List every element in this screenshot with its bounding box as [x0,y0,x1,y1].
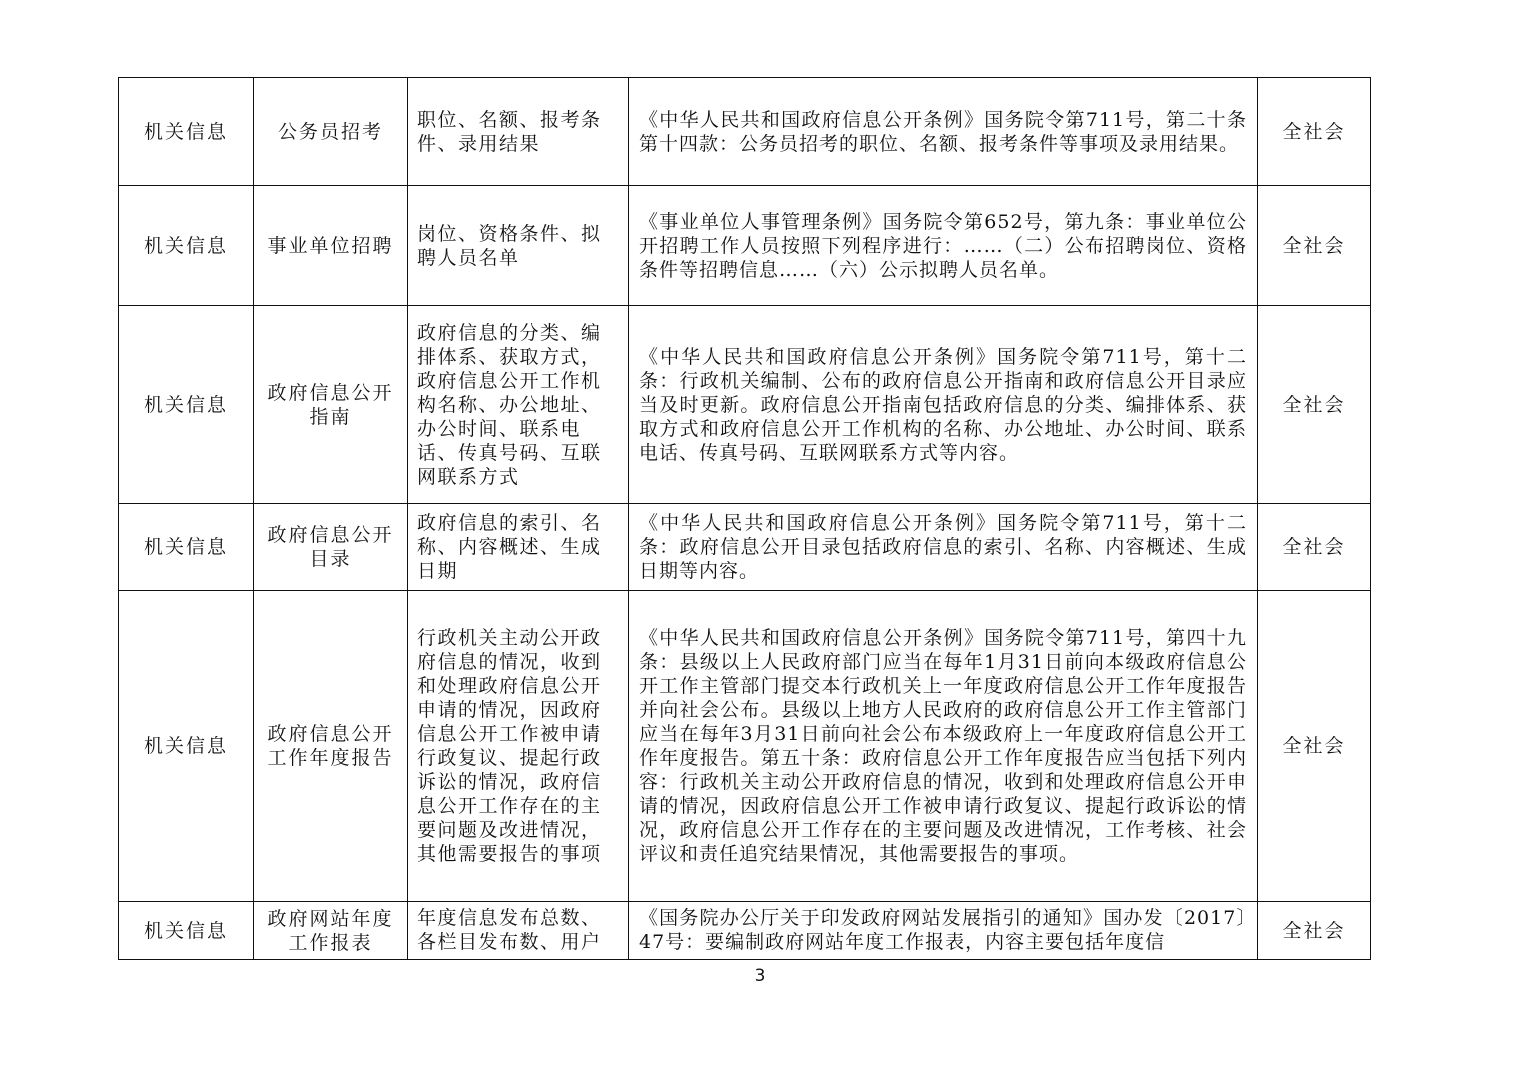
content-cell: 政府信息的索引、名称、内容概述、生成日期 [408,504,629,591]
basis-cell: 《事业单位人事管理条例》国务院令第652号，第九条：事业单位公开招聘工作人员按照下列程序进行：……（二）公布招聘岗位、资格条件等招聘信息……（六）公示拟聘人员名单。 [629,186,1258,306]
content-cell: 行政机关主动公开政府信息的情况，收到和处理政府信息公开申请的情况，因政府信息公开工作被申请行政复议、提起行政诉讼的情况，政府信息公开工作存在的主要问题及改进情况，其他需要报告的事项 [408,591,629,902]
content-cell: 岗位、资格条件、拟聘人员名单 [408,186,629,306]
item-cell: 事业单位招聘 [254,186,408,306]
item-cell: 政府网站年度工作报表 [254,902,408,960]
scope-cell: 全社会 [1258,902,1371,960]
basis-cell: 《中华人民共和国政府信息公开条例》国务院令第711号，第四十九条：县级以上人民政府部门应当在每年1月31日前向本级政府信息公开工作主管部门提交本行政机关上一年度政府信息公开工作年度报告并向社会公布。县级以上地方人民政府的政府信息公开工作主管部门应当在每年3月31日前向社会公布本级政府上一年度政府信息公开工作年度报告。第五十条：政府信息公开工作年度报告应当包括下列内容：行政机关主动公开政府信息的情况，收到和处理政府信息公开申请的情况，因政府信息公开工作被申请行政复议、提起行政诉讼的情况，政府信息公开工作存在的主要问题及改进情况，工作考核、社会评议和责任追究结果情况，其他需要报告的事项。 [629,591,1258,902]
table-row [119,78,1371,186]
basis-cell: 《中华人民共和国政府信息公开条例》国务院令第711号，第十二条：政府信息公开目录包括政府信息的索引、名称、内容概述、生成日期等内容。 [629,504,1258,591]
scope-cell: 全社会 [1258,186,1371,306]
item-cell: 政府信息公开目录 [254,504,408,591]
table-row [119,902,1371,960]
item-cell: 公务员招考 [254,78,408,186]
scope-cell: 全社会 [1258,504,1371,591]
category-cell: 机关信息 [119,186,254,306]
category-cell: 机关信息 [119,504,254,591]
category-cell: 机关信息 [119,902,254,960]
table-row [119,186,1371,306]
item-cell: 政府信息公开指南 [254,306,408,504]
page-number: 3 [754,966,766,986]
category-cell: 机关信息 [119,591,254,902]
content-cell: 政府信息的分类、编排体系、获取方式，政府信息公开工作机构名称、办公地址、办公时间、联系电话、传真号码、互联网联系方式 [408,306,629,504]
scope-cell: 全社会 [1258,78,1371,186]
info-disclosure-table [118,77,1371,960]
scope-cell: 全社会 [1258,591,1371,902]
table-row [119,306,1371,504]
category-cell: 机关信息 [119,78,254,186]
content-cell: 职位、名额、报考条件、录用结果 [408,78,629,186]
content-cell: 年度信息发布总数、各栏目发布数、用户 [408,902,629,960]
table-row [119,504,1371,591]
scope-cell: 全社会 [1258,306,1371,504]
basis-cell: 《中华人民共和国政府信息公开条例》国务院令第711号，第十二条：行政机关编制、公布的政府信息公开指南和政府信息公开目录应当及时更新。政府信息公开指南包括政府信息的分类、编排体系、获取方式和政府信息公开工作机构的名称、办公地址、办公时间、联系电话、传真号码、互联网联系方式等内容。 [629,306,1258,504]
table-row [119,591,1371,902]
item-cell: 政府信息公开工作年度报告 [254,591,408,902]
basis-cell: 《国务院办公厅关于印发政府网站发展指引的通知》国办发〔2017〕47号：要编制政府网站年度工作报表，内容主要包括年度信 [629,902,1258,960]
basis-cell: 《中华人民共和国政府信息公开条例》国务院令第711号，第二十条第十四款：公务员招考的职位、名额、报考条件等事项及录用结果。 [629,78,1258,186]
category-cell: 机关信息 [119,306,254,504]
